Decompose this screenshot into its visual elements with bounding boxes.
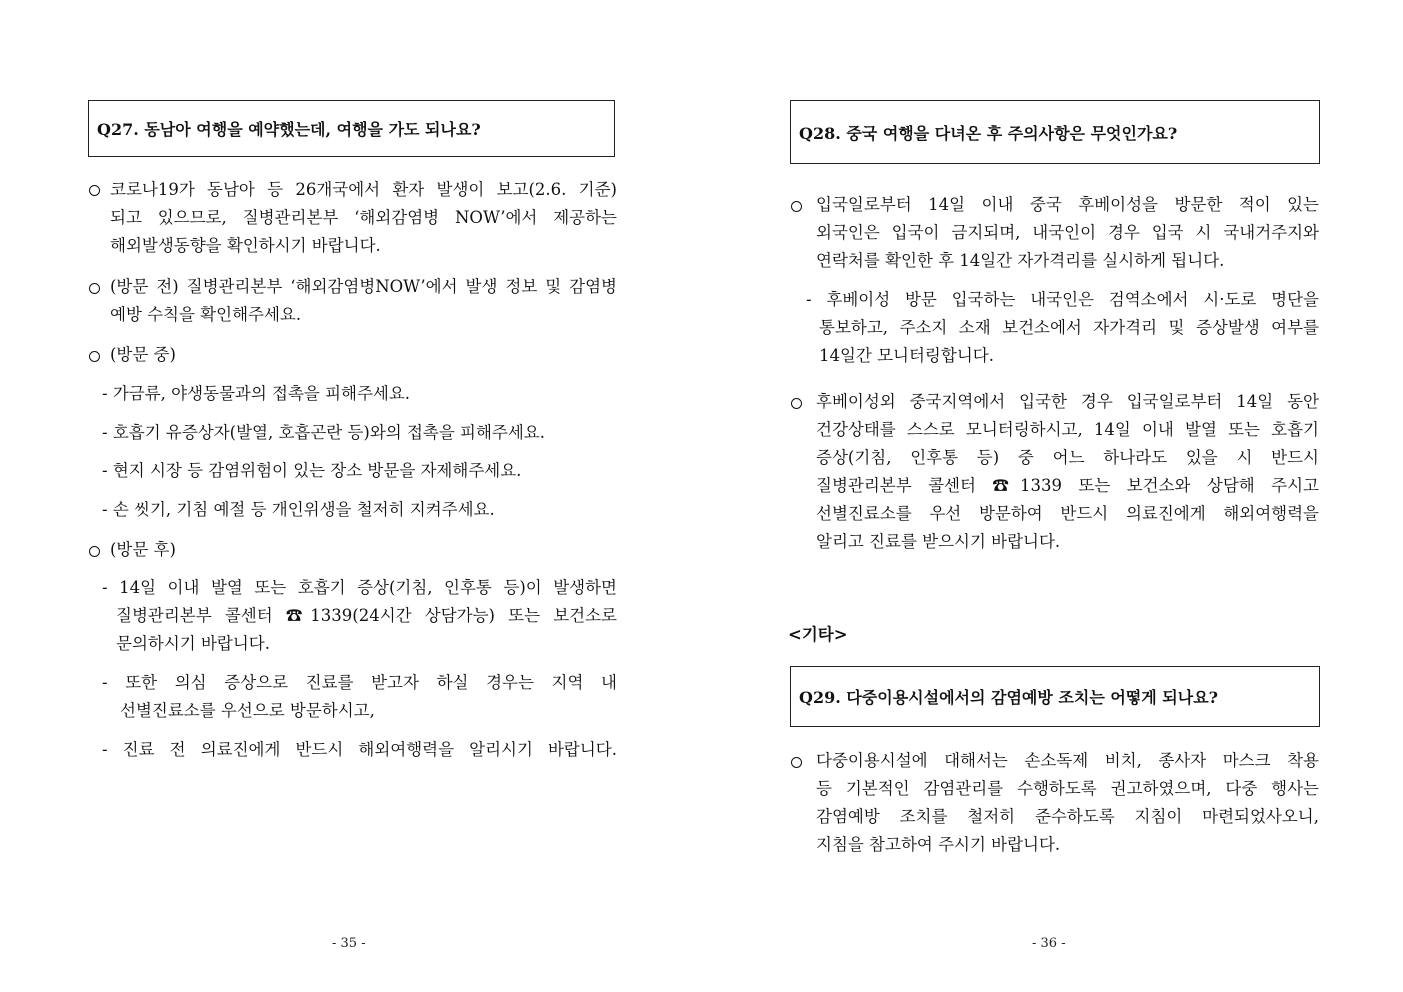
- text-line: 다중이용시설에 대해서는 손소독제 비치, 종사자 마스크 착용: [816, 751, 1319, 770]
- q27-question: Q27. 동남아 여행을 예약했는데, 여행을 가도 되나요?: [97, 120, 481, 139]
- text-line: 지침을 참고하여 주시기 바랍니다.: [816, 835, 1061, 854]
- text-line: - 14일 이내 발열 또는 호흡기 증상(기침, 인후통 등)이 발생하면: [102, 578, 617, 597]
- text-line: 질병관리본부 콜센터 ☎1339(24시간 상담가능) 또는 보건소로: [116, 606, 617, 625]
- circle-bullet-icon: [89, 185, 100, 196]
- text-line: 선별진료소를 우선으로 방문하시고,: [120, 701, 375, 720]
- q27-box: [88, 100, 615, 157]
- text-line: 해외발생동향을 확인하시기 바랍니다.: [110, 236, 381, 255]
- q29-question: Q29. 다중이용시설에서의 감염예방 조치는 어떻게 되나요?: [799, 688, 1219, 707]
- text-line: 감염예방 조치를 철저히 준수하도록 지침이 마련되었사오니,: [816, 807, 1319, 826]
- circle-bullet-icon: [791, 201, 802, 212]
- text-line: (방문 후): [110, 540, 176, 559]
- q28-box: [790, 100, 1320, 164]
- text-line: 되고 있으므로, 질병관리본부 ‘해외감염병 NOW’에서 제공하는: [110, 208, 617, 227]
- text-line: 등 기본적인 감염관리를 수행하도록 권고하였으며, 다중 행사는: [816, 779, 1319, 798]
- right-page: [700, 0, 1403, 992]
- circle-bullet-icon: [89, 546, 100, 557]
- text-line: - 진료 전 의료진에게 반드시 해외여행력을 알리시기 바랍니다.: [102, 740, 617, 759]
- circle-bullet-icon: [89, 351, 100, 362]
- text-line: - 또한 의심 증상으로 진료를 받고자 하실 경우는 지역 내: [102, 673, 617, 692]
- page-number: - 36 -: [1032, 936, 1066, 951]
- text-line: 통보하고, 주소지 소재 보건소에서 자가격리 및 증상발생 여부를: [819, 318, 1319, 337]
- text-line: - 호흡기 유증상자(발열, 호흡곤란 등)와의 접촉을 피해주세요.: [102, 423, 545, 442]
- text-line: 선별진료소를 우선 방문하여 반드시 의료진에게 해외여행력을: [816, 504, 1319, 523]
- text-line: 14일간 모니터링합니다.: [819, 346, 994, 365]
- text-line: 외국인은 입국이 금지되며, 내국인이 경우 입국 시 국내거주지와: [816, 223, 1319, 242]
- circle-bullet-icon: [89, 283, 100, 294]
- q28-question: Q28. 중국 여행을 다녀온 후 주의사항은 무엇인가요?: [799, 123, 1178, 143]
- text-line: 후베이성외 중국지역에서 입국한 경우 입국일로부터 14일 동안: [816, 392, 1319, 411]
- text-line: 질병관리본부 콜센터 ☎1339 또는 보건소와 상담해 주시고: [816, 476, 1319, 495]
- text-line: 코로나19가 동남아 등 26개국에서 환자 발생이 보고(2.6. 기준): [110, 180, 617, 199]
- page-number: - 35 -: [332, 936, 366, 951]
- text-line: 건강상태를 스스로 모니터링하시고, 14일 이내 발열 또는 호흡기: [816, 420, 1319, 439]
- text-line: (방문 전) 질병관리본부 ‘해외감염병NOW’에서 발생 정보 및 감염병: [110, 277, 617, 296]
- text-line: 입국일로부터 14일 이내 중국 후베이성을 방문한 적이 있는: [816, 195, 1319, 214]
- text-line: - 손 씻기, 기침 예절 등 개인위생을 철저히 지켜주세요.: [102, 500, 495, 519]
- section-heading: <기타>: [788, 625, 848, 644]
- text-line: 알리고 진료를 받으시기 바랍니다.: [816, 532, 1061, 551]
- left-page: [0, 0, 700, 992]
- text-line: 증상(기침, 인후통 등) 중 어느 하나라도 있을 시 반드시: [816, 448, 1319, 467]
- text-line: - 가금류, 야생동물과의 접촉을 피해주세요.: [102, 384, 411, 403]
- text-line: 문의하시기 바랍니다.: [116, 634, 270, 653]
- q29-box: [790, 666, 1320, 727]
- circle-bullet-icon: [791, 757, 802, 768]
- circle-bullet-icon: [791, 398, 802, 409]
- text-line: 연락처를 확인한 후 14일간 자가격리를 실시하게 됩니다.: [816, 251, 1225, 270]
- text-line: (방문 중): [110, 345, 176, 364]
- text-line: 예방 수칙을 확인해주세요.: [110, 305, 302, 324]
- text-line: - 현지 시장 등 감염위험이 있는 장소 방문을 자제해주세요.: [102, 461, 522, 480]
- text-line: - 후베이성 방문 입국하는 내국인은 검역소에서 시·도로 명단을: [806, 290, 1319, 309]
